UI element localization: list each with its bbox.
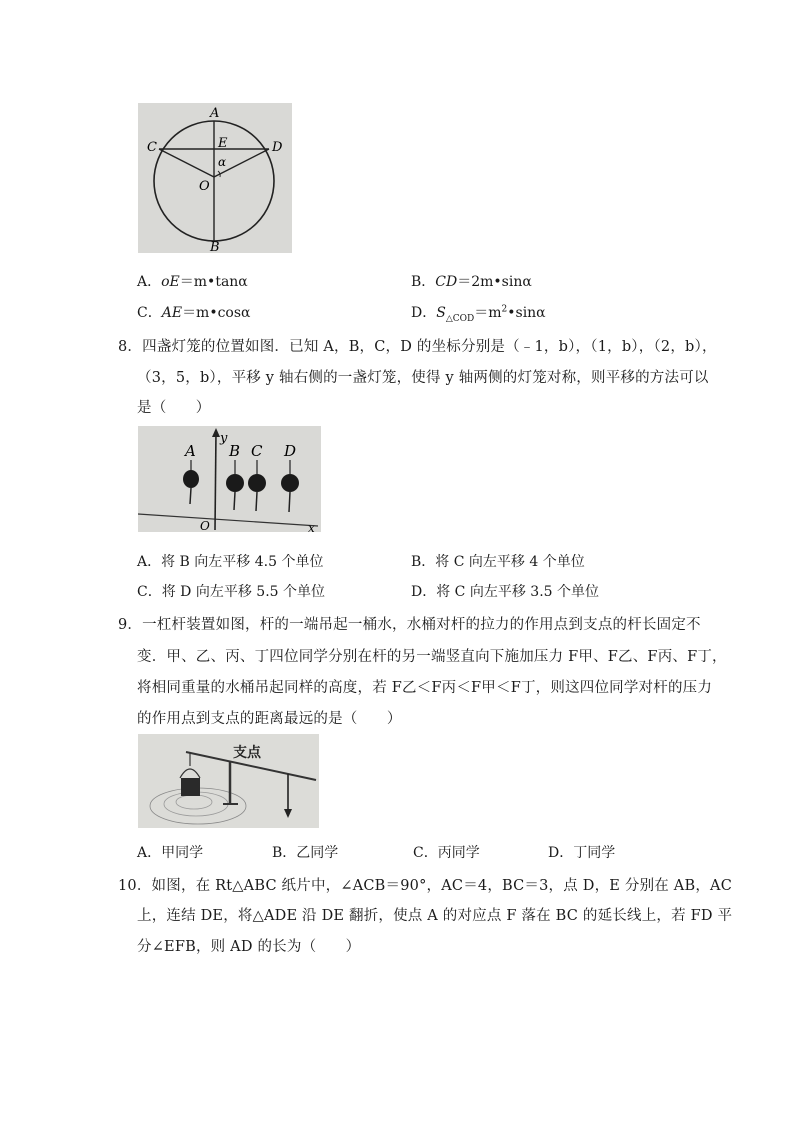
q9-option-d[interactable]: D．丁同学: [548, 845, 616, 861]
q7-option-d[interactable]: [411, 302, 546, 324]
lantern-a: [183, 442, 199, 504]
q7-option-b-expr: ＝2m•sinα: [457, 274, 532, 290]
q9-stem-line3: 将相同重量的水桶吊起同样的高度，若 F乙＜F丙＜F甲＜F丁，则这四位同学对杆的压力: [137, 680, 713, 696]
q7-option-d-eq: ＝m: [474, 305, 502, 321]
label-a: A: [210, 106, 220, 121]
label-x: x: [308, 521, 315, 532]
q9-stem-line4: 的作用点到支点的距离最远的是（ ）: [137, 711, 402, 727]
q8-stem-line1: 8．四盏灯笼的位置如图．已知 A，B，C，D 的坐标分别是（﹣1，b），（1，b），（2，b），: [118, 339, 717, 355]
q10-stem-line2: 上，连结 DE，将△ADE 沿 DE 翻折，使点 A 的对应点 F 落在 BC 的延长线上，若 FD 平: [137, 908, 733, 924]
q7-option-d-prefix: D．: [411, 305, 437, 321]
q9-stem-line1: 9．一杠杆装置如图，杆的一端吊起一桶水，水桶对杆的拉力的作用点到支点的杆长固定不: [118, 617, 701, 633]
q7-option-a-var: oE: [161, 274, 180, 290]
label-o: O: [199, 179, 210, 194]
label-b: B: [210, 240, 220, 253]
q10-stem-line1: 10．如图，在 Rt△ABC 纸片中，∠ACB＝90°，AC＝4，BC＝3，点 D，E 分别在 AB，AC: [118, 878, 732, 894]
q9-option-a[interactable]: A．甲同学: [137, 845, 204, 861]
q8-option-a[interactable]: A．将 B 向左平移 4.5 个单位: [137, 554, 324, 570]
q8-figure: [138, 426, 321, 532]
label-d: D: [284, 442, 297, 460]
water-bucket: [181, 778, 200, 796]
q7-option-a-prefix: A．: [137, 274, 162, 290]
q9-figure: [138, 734, 319, 828]
q7-option-d-expr: •sinα: [507, 305, 546, 321]
q7-option-a-expr: ＝m•tanα: [179, 274, 248, 290]
q8-stem-line3: 是（ ）: [137, 400, 211, 416]
q7-figure: [138, 103, 292, 253]
label-a: A: [185, 442, 196, 460]
q7-option-c-prefix: C．: [137, 305, 162, 321]
q9-stem-line2: 变．甲、乙、丙、丁四位同学分别在杆的另一端竖直向下施加压力 F甲、F乙、F丙、F丁，: [137, 649, 727, 665]
y-axis-arrow: [212, 428, 220, 437]
x-axis: [138, 514, 318, 526]
segment-oc: [159, 149, 214, 177]
q7-option-a[interactable]: [137, 271, 248, 291]
label-c: C: [251, 442, 263, 460]
label-c: C: [147, 140, 157, 155]
q7-option-d-sub: △COD: [445, 313, 475, 324]
label-alpha: α: [218, 155, 227, 169]
q7-option-c[interactable]: [137, 302, 251, 322]
y-axis: [215, 432, 216, 530]
label-y: y: [220, 431, 228, 446]
q8-option-b[interactable]: B．将 C 向左平移 4 个单位: [411, 554, 585, 570]
label-e: E: [218, 136, 228, 151]
q7-option-d-s: S: [436, 305, 446, 321]
q7-option-b[interactable]: [411, 271, 532, 291]
q10-stem-line3: 分∠EFB，则 AD 的长为（ ）: [137, 939, 361, 955]
label-o: O: [200, 519, 210, 532]
q9-option-b[interactable]: B．乙同学: [272, 845, 339, 861]
lantern-c: [248, 442, 266, 511]
q8-option-c[interactable]: C．将 D 向左平移 5.5 个单位: [137, 584, 326, 600]
q8-stem-line2: （3，5，b），平移 y 轴右侧的一盏灯笼，使得 y 轴两侧的灯笼对称，则平移的方法可以: [137, 370, 709, 386]
label-d: D: [272, 140, 283, 155]
q7-option-c-expr: ＝m•cosα: [182, 305, 251, 321]
q7-option-d-sup: 2: [501, 304, 508, 315]
lanterns-diagram: [138, 426, 321, 532]
pivot-label: 支点: [233, 745, 261, 761]
circle-diagram: [138, 103, 292, 253]
lantern-d: [281, 442, 299, 512]
q9-option-c[interactable]: C．丙同学: [413, 845, 480, 861]
q7-option-b-prefix: B．: [411, 274, 436, 290]
lever-diagram: [138, 734, 319, 828]
label-b: B: [229, 442, 241, 460]
q7-option-c-var: AE: [161, 305, 183, 321]
lantern-b: [226, 442, 244, 510]
q8-option-d[interactable]: D．将 C 向左平移 3.5 个单位: [411, 584, 600, 600]
q7-option-b-var: CD: [435, 274, 458, 290]
